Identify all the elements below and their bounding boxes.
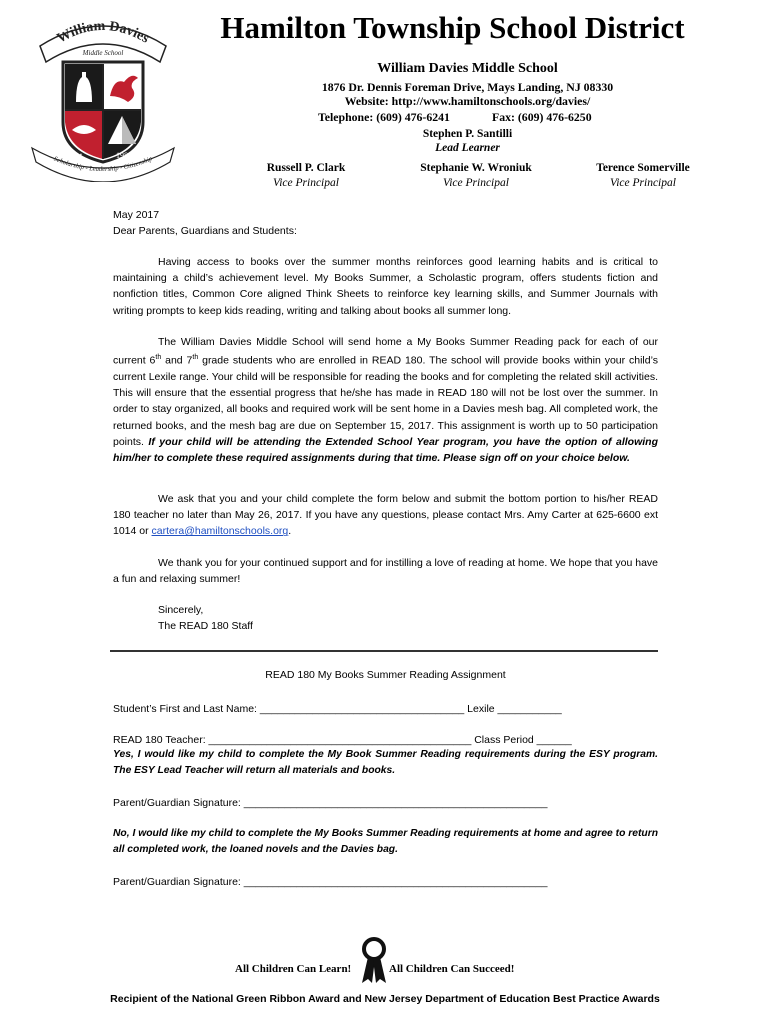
letter-greeting: Dear Parents, Guardians and Students: — [113, 225, 297, 237]
student-name-field[interactable]: Student’s First and Last Name: ___________________________________ Lexile ___________ — [113, 703, 562, 715]
home-option-no: No, I would like my child to complete the My Books Summer Reading requirements at home and agree to return all completed work, the loaned novels and the Davies bag. — [113, 828, 658, 856]
signature-field-1[interactable]: Parent/Guardian Signature: ____________________________________________________ — [113, 797, 548, 809]
address-block — [170, 80, 765, 108]
p2-sup-1: th — [155, 354, 162, 362]
crest-subtitle: Middle School — [82, 49, 124, 57]
school-name: William Davies Middle School — [377, 61, 558, 76]
lead-learner-title: Lead Learner — [435, 142, 500, 154]
vp-title: Vice Principal — [610, 177, 676, 189]
school-crest-logo — [28, 12, 178, 182]
crest-year: 1986 — [116, 151, 132, 160]
slogan-left: All Children Can Learn! — [235, 963, 352, 975]
p2-sup-2: th — [192, 354, 199, 362]
form-title: READ 180 My Books Summer Reading Assignment — [265, 669, 506, 681]
p2-part-a: The William Davies Middle School will send home a My Books Summer Reading pack for each of our current 6 — [113, 336, 658, 367]
crest-est: Est. — [72, 151, 85, 160]
letter-closing: Sincerely, — [158, 604, 204, 616]
vice-principal-3 — [563, 161, 723, 191]
district-title: Hamilton Township School District — [220, 10, 685, 45]
vice-principal-2 — [396, 161, 556, 191]
paragraph-3 — [113, 491, 658, 540]
website-line: Website: http://www.hamiltonschools.org/davies/ — [344, 94, 591, 108]
telephone: Telephone: (609) 476-6241 — [318, 110, 450, 124]
p2-part-b: and 7 — [161, 354, 193, 367]
lead-learner-block — [170, 127, 765, 155]
vp-name: Stephanie W. Wroniuk — [420, 162, 532, 174]
slogan-right: All Children Can Succeed! — [389, 963, 515, 975]
street-address: 1876 Dr. Dennis Foreman Drive, Mays Landing, NJ 08330 — [321, 80, 614, 94]
section-divider — [110, 650, 658, 652]
fax: Fax: (609) 476-6250 — [492, 110, 592, 124]
crest-motto: Scholarship - Leadership - Citizenship — [52, 155, 154, 174]
contact-email-link[interactable]: cartera@hamiltonschools.org — [151, 525, 289, 538]
vp-title: Vice Principal — [273, 177, 339, 189]
p2-esy-note: If your child will be attending the Extended School Year program, you have the option of allowing him/her to complete these required assignments during that time. Please sign off on your choice below. — [113, 435, 658, 464]
vp-name: Russell P. Clark — [266, 162, 346, 174]
vp-title: Vice Principal — [443, 177, 509, 189]
vp-name: Terence Somerville — [596, 162, 690, 174]
esy-option-yes: Yes, I would like my child to complete the My Book Summer Reading requirements during the ESY program. The ESY Lead Teacher will return all materials and books. — [113, 749, 658, 777]
p3-part-a: We ask that you and your child complete the form below and submit the bottom portion to his/her READ 180 teacher no later than May 26, 2017. If you have any questions, please contact Mrs. Amy Carter at 625-6600 ext 1014 or — [113, 493, 658, 538]
lead-learner-name: Stephen P. Santilli — [422, 128, 513, 140]
letter-signature: The READ 180 Staff — [158, 620, 253, 632]
paragraph-4 — [113, 555, 658, 587]
award-ribbon-icon — [358, 937, 390, 985]
paragraph-4-text: We thank you for your continued support and for instilling a love of reading at home. We hope that you have a fun and relaxing summer! — [113, 557, 658, 586]
p3-part-b: . — [288, 525, 292, 538]
paragraph-2 — [113, 334, 658, 466]
awards-footer: Recipient of the National Green Ribbon Award and New Jersey Department of Education Best Practice Awards — [110, 993, 660, 1005]
crest-title: William Davies — [54, 18, 152, 47]
paragraph-1 — [113, 254, 658, 319]
teacher-field[interactable]: READ 180 Teacher: _____________________________________________ Class Period ______ — [113, 734, 572, 746]
letter-date: May 2017 — [113, 209, 160, 221]
vice-principal-1 — [226, 161, 386, 191]
paragraph-1-text: Having access to books over the summer months reinforces good learning habits and is critical to maintaining a child’s achievement level. My Books Summer, a Scholastic program, offers students fiction and nonfiction titles, Common Core aligned Think Sheets to reinforce key learning skills, and Summer Journals with writing prompts to keep kids reading, writing and talking about books all summer long. — [113, 256, 658, 317]
p2-part-c: grade students who are enrolled in READ 180. The school will provide books within your child’s current Lexile range. Your child will be responsible for reading the books and for completing the related skill activities. This will ensure that the essential progress that he/she has made in READ 180 will not be lost over the summer. In order to stay organized, all books and required work will be sent home in a Davies mesh bag. All completed work, the returned books, and the mesh bag are due on September 15, 2017. This assignment is worth up to 50 participation points. — [113, 354, 658, 448]
signature-field-2[interactable]: Parent/Guardian Signature: ____________________________________________________ — [113, 876, 548, 888]
